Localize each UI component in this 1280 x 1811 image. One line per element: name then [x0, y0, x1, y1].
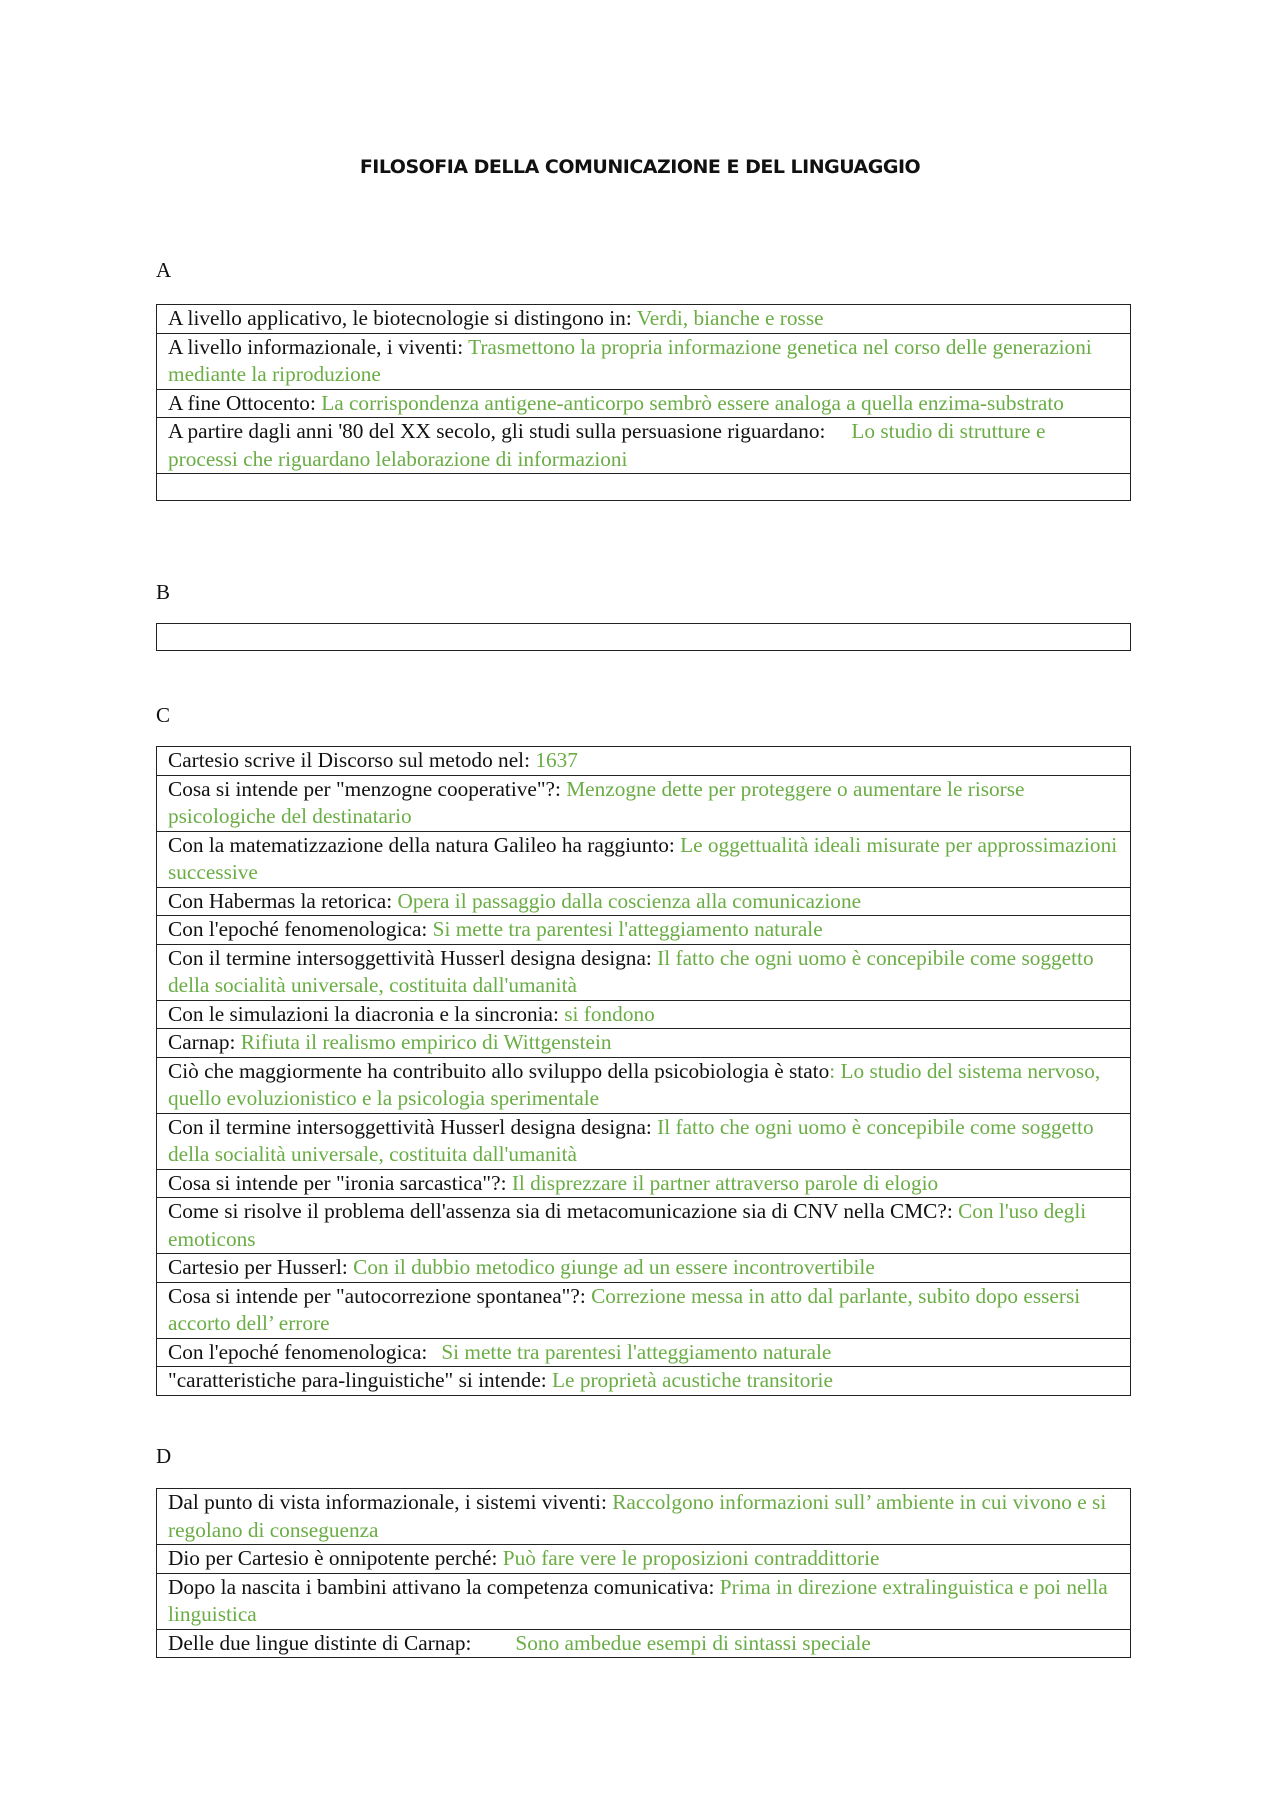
question-text: Ciò che maggiormente ha contribuito allo sviluppo della psicobiologia è stato [168, 1058, 830, 1083]
question-text: Con il termine intersoggettività Husserl designa designa: [168, 1114, 658, 1139]
answer-text: Si mette tra parentesi l'atteggiamento naturale [441, 1339, 832, 1364]
table-row [157, 747, 1131, 776]
table-row [157, 1573, 1131, 1629]
table-row [157, 887, 1131, 916]
answer-text: Raccolgono informazioni sull’ ambiente in cui vivono e si regolano di conseguenza [168, 1490, 1107, 1542]
table-row [157, 1489, 1131, 1545]
question-text: Cartesio scrive il Discorso sul metodo nel: [168, 748, 536, 772]
answer-text: Opera il passaggio dalla coscienza alla comunicazione [397, 888, 862, 913]
section-letter: A [156, 258, 172, 282]
qa-table [156, 746, 1131, 1396]
table-cell [157, 831, 1131, 887]
answer-text: Può fare vere le proposizioni contraddittorie [502, 1546, 880, 1570]
table-row [157, 333, 1131, 389]
table-row [157, 831, 1131, 887]
question-text: A livello applicativo, le biotecnologie si distingono in: [168, 306, 637, 330]
table-cell [157, 474, 1131, 501]
question-text: Con l'epoché fenomenologica: [168, 917, 433, 941]
table-row-empty [157, 474, 1131, 501]
answer-text: Le oggettualità ideali misurate per approssimazioni successive [168, 832, 1118, 884]
answer-text: Menzogne dette per proteggere o aumentare le risorse psicologiche del destinatario [168, 776, 1025, 828]
question-text: Dio per Cartesio è onnipotente perché: [168, 1546, 503, 1570]
table-row [157, 1629, 1131, 1658]
table-row [157, 1254, 1131, 1283]
table-cell [157, 1367, 1131, 1396]
answer-text: Lo studio di strutture e processi che riguardano lelaborazione di informazioni [168, 419, 1046, 471]
question-text: A fine Ottocento: [168, 390, 322, 415]
table-cell [157, 333, 1131, 389]
answer-text: La corrispondenza antigene-anticorpo sembrò essere analoga a quella enzima-substrato [321, 390, 1064, 415]
table-cell [157, 1282, 1131, 1338]
question-text: Carnap: [168, 1030, 241, 1054]
question-text: Con Habermas la retorica: [168, 888, 398, 913]
question-text: Con le simulazioni la diacronia e la sincronia: [168, 1001, 565, 1026]
table-row [157, 1338, 1131, 1367]
answer-text: Verdi, bianche e rosse [636, 306, 824, 330]
qa-table [156, 304, 1131, 501]
answer-text: Il fatto che ogni uomo è concepibile come soggetto della socialità universale, costituita dall'umanità [168, 945, 1094, 997]
table-row [157, 944, 1131, 1000]
section-letter: B [156, 580, 171, 604]
table-cell [157, 1629, 1131, 1658]
section-letter: C [156, 703, 171, 727]
section-letter: D [156, 1444, 172, 1468]
question-text: Delle due lingue distinte di Carnap: [168, 1630, 472, 1655]
table-row [157, 305, 1131, 334]
answer-text: si fondono [564, 1001, 655, 1026]
answer-text: Si mette tra parentesi l'atteggiamento naturale [432, 917, 823, 941]
table-cell [157, 305, 1131, 334]
table-cell [157, 418, 1131, 474]
answer-text: Con il dubbio metodico giunge ad un essere incontrovertibile [353, 1255, 875, 1279]
table-cell [157, 1545, 1131, 1574]
table-cell [157, 775, 1131, 831]
table-row [157, 389, 1131, 418]
table-cell [157, 389, 1131, 418]
table-cell [157, 1573, 1131, 1629]
table-cell [157, 1198, 1131, 1254]
question-text: Con l'epoché fenomenologica: [168, 1339, 428, 1364]
table-cell [157, 944, 1131, 1000]
table-cell [157, 887, 1131, 916]
section-b [156, 580, 1131, 604]
question-text: "caratteristiche para-linguistiche" si intende: [168, 1368, 553, 1392]
answer-text: Prima in direzione extralinguistica e poi nella linguistica [168, 1574, 1108, 1626]
answer-text: : Lo studio del sistema nervoso, quello evoluzionistico e la psicologia sperimentale [168, 1058, 1101, 1110]
answer-text: Sono ambedue esempi di sintassi speciale [515, 1630, 871, 1655]
table-cell [157, 916, 1131, 945]
table-row [157, 1198, 1131, 1254]
table-row [157, 1000, 1131, 1029]
section-c [156, 703, 1131, 1392]
table-cell [157, 1489, 1131, 1545]
question-text: A livello informazionale, i viventi: [168, 334, 469, 359]
table-cell [157, 1029, 1131, 1058]
answer-text: Trasmettono la propria informazione genetica nel corso delle generazioni mediante la riproduzione [168, 334, 1092, 386]
question-text: Come si risolve il problema dell'assenza sia di metacomunicazione sia di CNV nella CMC?: [168, 1199, 959, 1223]
question-text: Dal punto di vista informazionale, i sistemi viventi: [168, 1490, 613, 1514]
table-cell [157, 1000, 1131, 1029]
table-row [157, 1282, 1131, 1338]
qa-table [156, 1488, 1131, 1658]
table-cell [157, 1254, 1131, 1283]
answer-text: Rifiuta il realismo empirico di Wittgenstein [240, 1030, 612, 1054]
question-text: Con la matematizzazione della natura Galileo ha raggiunto: [168, 832, 681, 857]
table-cell [157, 1169, 1131, 1198]
answer-text: Con l'uso degli emoticons [168, 1199, 1087, 1251]
table-cell [157, 1057, 1131, 1113]
question-text: Con il termine intersoggettività Husserl designa designa: [168, 945, 658, 970]
answer-text: 1637 [535, 748, 578, 772]
qa-table [156, 623, 1131, 651]
table-cell [157, 747, 1131, 776]
question-text: Cosa si intende per "menzogne cooperative"?: [168, 776, 567, 801]
table-row [157, 916, 1131, 945]
table-cell [157, 624, 1131, 651]
table-row [157, 775, 1131, 831]
section-d [156, 1444, 1131, 1655]
table-row [157, 1169, 1131, 1198]
question-text: Cartesio per Husserl: [168, 1255, 354, 1279]
table-row [157, 1057, 1131, 1113]
table-row [157, 1367, 1131, 1396]
table-row [157, 1545, 1131, 1574]
page-title: FILOSOFIA DELLA COMUNICAZIONE E DEL LINGUAGGIO [359, 156, 921, 178]
table-row [157, 1113, 1131, 1169]
answer-text: Le proprietà acustiche transitorie [552, 1368, 833, 1392]
question-text: A partire dagli anni '80 del XX secolo, gli studi sulla persuasione riguardano: [168, 419, 826, 443]
answer-text: Il disprezzare il partner attraverso parole di elogio [511, 1170, 939, 1195]
section-a [156, 258, 1131, 471]
answer-text: Correzione messa in atto dal parlante, subito dopo essersi accorto dell’ errore [168, 1283, 1081, 1335]
table-cell [157, 1113, 1131, 1169]
question-text: Cosa si intende per "ironia sarcastica"?: [168, 1170, 512, 1195]
table-row [157, 418, 1131, 474]
question-text: Cosa si intende per "autocorrezione spontanea"?: [168, 1283, 592, 1308]
answer-text: Il fatto che ogni uomo è concepibile come soggetto della socialità universale, costituita dall'umanità [168, 1114, 1094, 1166]
table-row [157, 1029, 1131, 1058]
table-cell [157, 1338, 1131, 1367]
table-row-empty [157, 624, 1131, 651]
question-text: Dopo la nascita i bambini attivano la competenza comunicativa: [168, 1574, 720, 1599]
